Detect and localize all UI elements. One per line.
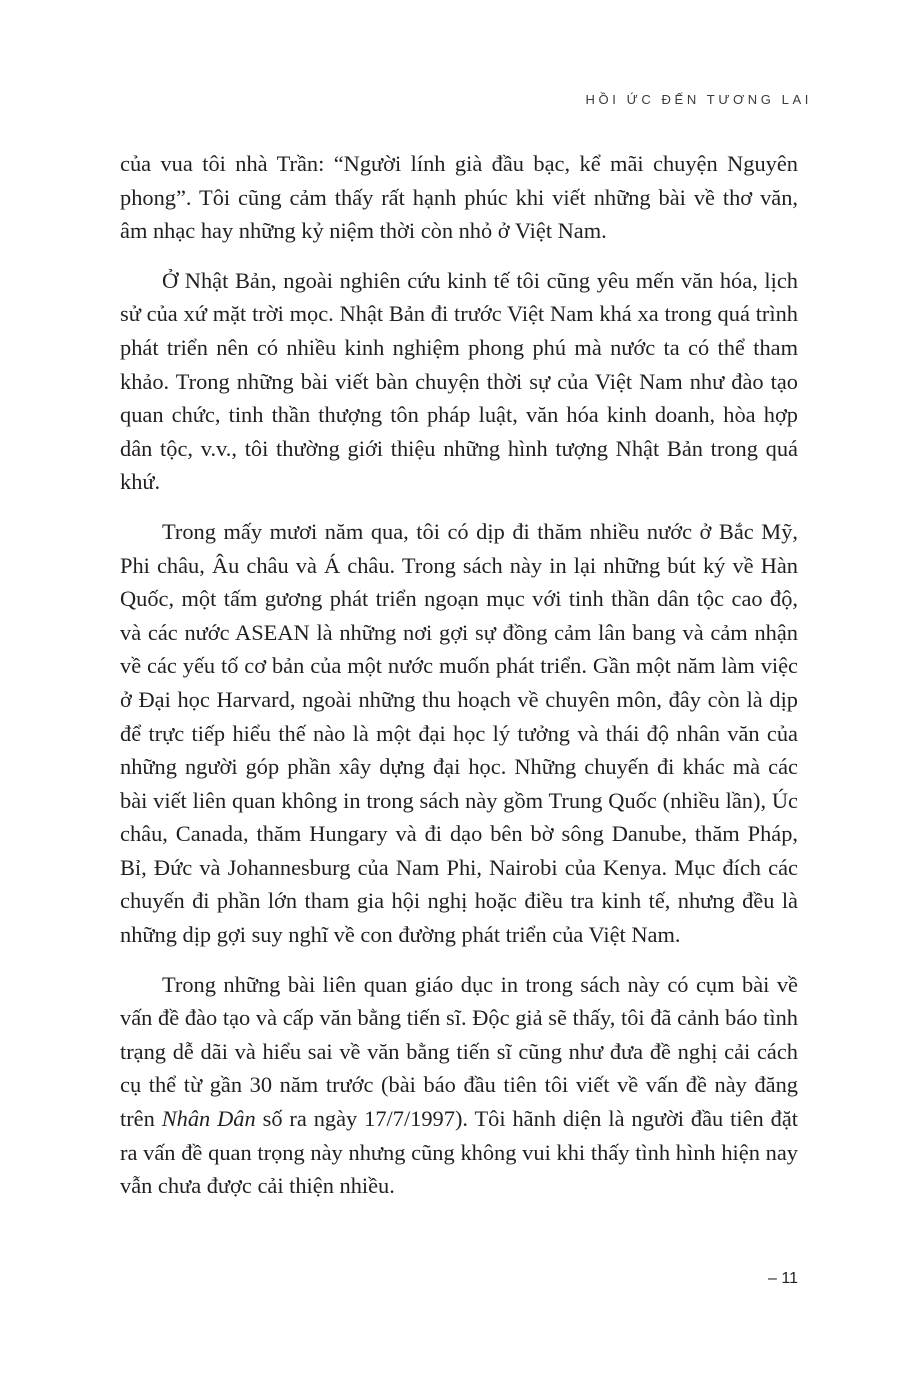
newspaper-title: Nhân Dân <box>161 1106 256 1132</box>
body-text <box>120 147 798 1203</box>
paragraph-4-text-after: số ra ngày 17/7/1997). Tôi hãnh diện là người đầu tiên đặt ra vấn đề quan trọng này nhưng cũng không vui khi thấy tình hình hiện nay vẫn chưa được cải thiện nhiều. <box>120 1106 798 1199</box>
paragraph-4-text-before: Trong những bài liên quan giáo dục in trong sách này có cụm bài về vấn đề đào tạo và cấp văn bằng tiến sĩ. Độc giả sẽ thấy, tôi đã cảnh báo tình trạng dễ dãi và hiểu sai về văn bằng tiến sĩ cũng như đưa đề nghị cải cách cụ thể từ gần 30 năm trước (bài báo đầu tiên tôi viết về vấn đề này đăng trên <box>120 971 798 1132</box>
paragraph-1: của vua tôi nhà Trần: “Người lính già đầu bạc, kể mãi chuyện Nguyên phong”. Tôi cũng cảm thấy rất hạnh phúc khi viết những bài về thơ văn, âm nhạc hay những kỷ niệm thời còn nhỏ ở Việt Nam. <box>120 151 798 244</box>
paragraph-2: Ở Nhật Bản, ngoài nghiên cứu kinh tế tôi cũng yêu mến văn hóa, lịch sử của xứ mặt trời mọc. Nhật Bản đi trước Việt Nam khá xa trong quá trình phát triển nên có nhiều kinh nghiệm phong phú mà nước ta có thể tham khảo. Trong những bài viết bàn chuyện thời sự của Việt Nam như đào tạo quan chức, tinh thần thượng tôn pháp luật, văn hóa kinh doanh, hòa hợp dân tộc, v.v., tôi thường giới thiệu những hình tượng Nhật Bản trong quá khứ. <box>120 267 798 495</box>
running-head: HỒI ỨC ĐẾN TƯƠNG LAI <box>585 92 812 107</box>
paragraph-3: Trong mấy mươi năm qua, tôi có dịp đi thăm nhiều nước ở Bắc Mỹ, Phi châu, Âu châu và Á châu. Trong sách này in lại những bút ký về Hàn Quốc, một tấm gương phát triển ngoạn mục với tinh thần dân tộc cao độ, và các nước ASEAN là những nơi gợi sự đồng cảm lân bang và cảm nhận về các yếu tố cơ bản của một nước muốn phát triển. Gần một năm làm việc ở Đại học Harvard, ngoài những thu hoạch về chuyên môn, đây còn là dịp để trực tiếp hiểu thế nào là một đại học lý tưởng và thái độ nhân văn của những người góp phần xây dựng đại học. Những chuyến đi khác mà các bài viết liên quan không in trong sách này gồm Trung Quốc (nhiều lần), Úc châu, Canada, thăm Hungary và đi dạo bên bờ sông Danube, thăm Pháp, Bỉ, Đức và Johannesburg của Nam Phi, Nairobi của Kenya. Mục đích các chuyến đi phần lớn tham gia hội nghị hoặc điều tra kinh tế, nhưng đều là những dịp gợi suy nghĩ về con đường phát triển của Việt Nam. <box>120 518 798 948</box>
paragraph-4 <box>120 968 798 1203</box>
page-number: – 11 <box>768 1270 798 1287</box>
